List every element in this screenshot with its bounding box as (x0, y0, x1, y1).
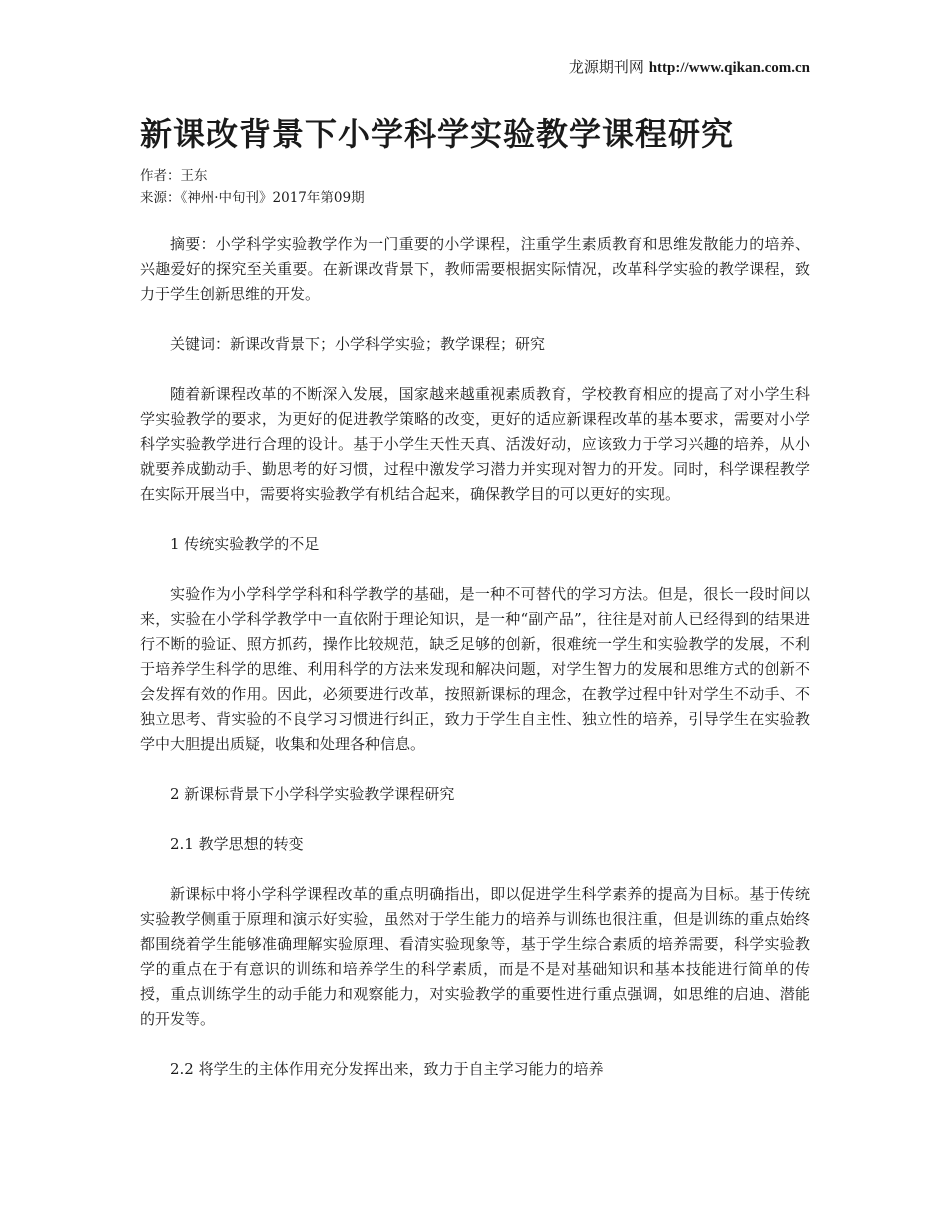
section-2-heading: 2 新课标背景下小学科学实验教学课程研究 (170, 785, 455, 803)
section-1-heading: 1 传统实验教学的不足 (170, 535, 320, 553)
site-url-link[interactable]: http://www.qikan.com.cn (648, 60, 810, 76)
site-name: 龙源期刊网 (568, 58, 644, 76)
author-line: 作者：王东 (140, 168, 208, 184)
intro-paragraph: 随着新课程改革的不断深入发展，国家越来越重视素质教育，学校教育相应的提高了对小学生科学实验教学的要求，为更好的促进教学策略的改变，更好的适应新课程改革的基本要求，需要对小学科学实验教学进行合理的设计。基于小学生天性天真、活泼好动，应该致力于学习兴趣的培养，从小就要养成勤动手、勤思考的好习惯，过程中激发学习潜力并实现对智力的开发。同时，科学课程教学在实际开展当中，需要将实验教学有机结合起来，确保教学目的可以更好的实现。 (140, 385, 810, 503)
article-meta (140, 165, 365, 209)
page-header (569, 56, 810, 77)
article-body (140, 232, 810, 1107)
section-1-paragraph: 实验作为小学科学学科和科学教学的基础，是一种不可替代的学习方法。但是，很长一段时间以来，实验在小学科学教学中一直依附于理论知识，是一种“副产品”，往往是对前人已经得到的结果进行不断的验证、照方抓药，操作比较规范，缺乏足够的创新，很难统一学生和实验教学的发展，不利于培养学生科学的思维、利用科学的方法来发现和解决问题，对学生智力的发展和思维方式的创新不会发挥有效的作用。因此，必须要进行改革，按照新课标的理念，在教学过程中针对学生不动手、不独立思考、背实验的不良学习习惯进行纠正，致力于学生自主性、独立性的培养，引导学生在实验教学中大胆提出质疑，收集和处理各种信息。 (140, 585, 810, 753)
keywords-paragraph: 关键词：新课改背景下；小学科学实验；教学课程；研究 (170, 335, 546, 353)
section-2-1-heading: 2.1 教学思想的转变 (170, 835, 304, 853)
article-title: 新课改背景下小学科学实验教学课程研究 (140, 115, 735, 153)
abstract-paragraph: 摘要：小学科学实验教学作为一门重要的小学课程，注重学生素质教育和思维发散能力的培养、兴趣爱好的探究至关重要。在新课改背景下，教师需要根据实际情况，改革科学实验的教学课程，致力于学生创新思维的开发。 (140, 235, 810, 303)
source-line: 来源：《神州·中旬刊》2017年第09期 (140, 190, 365, 206)
section-2-1-paragraph: 新课标中将小学科学课程改革的重点明确指出，即以促进学生科学素养的提高为目标。基于传统实验教学侧重于原理和演示好实验，虽然对于学生能力的培养与训练也很注重，但是训练的重点始终都围绕着学生能够准确理解实验原理、看清实验现象等，基于学生综合素质的培养需要，科学实验教学的重点在于有意识的训练和培养学生的科学素质，而是不是对基础知识和基本技能进行简单的传授，重点训练学生的动手能力和观察能力，对实验教学的重要性进行重点强调，如思维的启迪、潜能的开发等。 (140, 885, 810, 1028)
section-2-2-heading: 2.2 将学生的主体作用充分发挥出来，致力于自主学习能力的培养 (170, 1060, 604, 1078)
